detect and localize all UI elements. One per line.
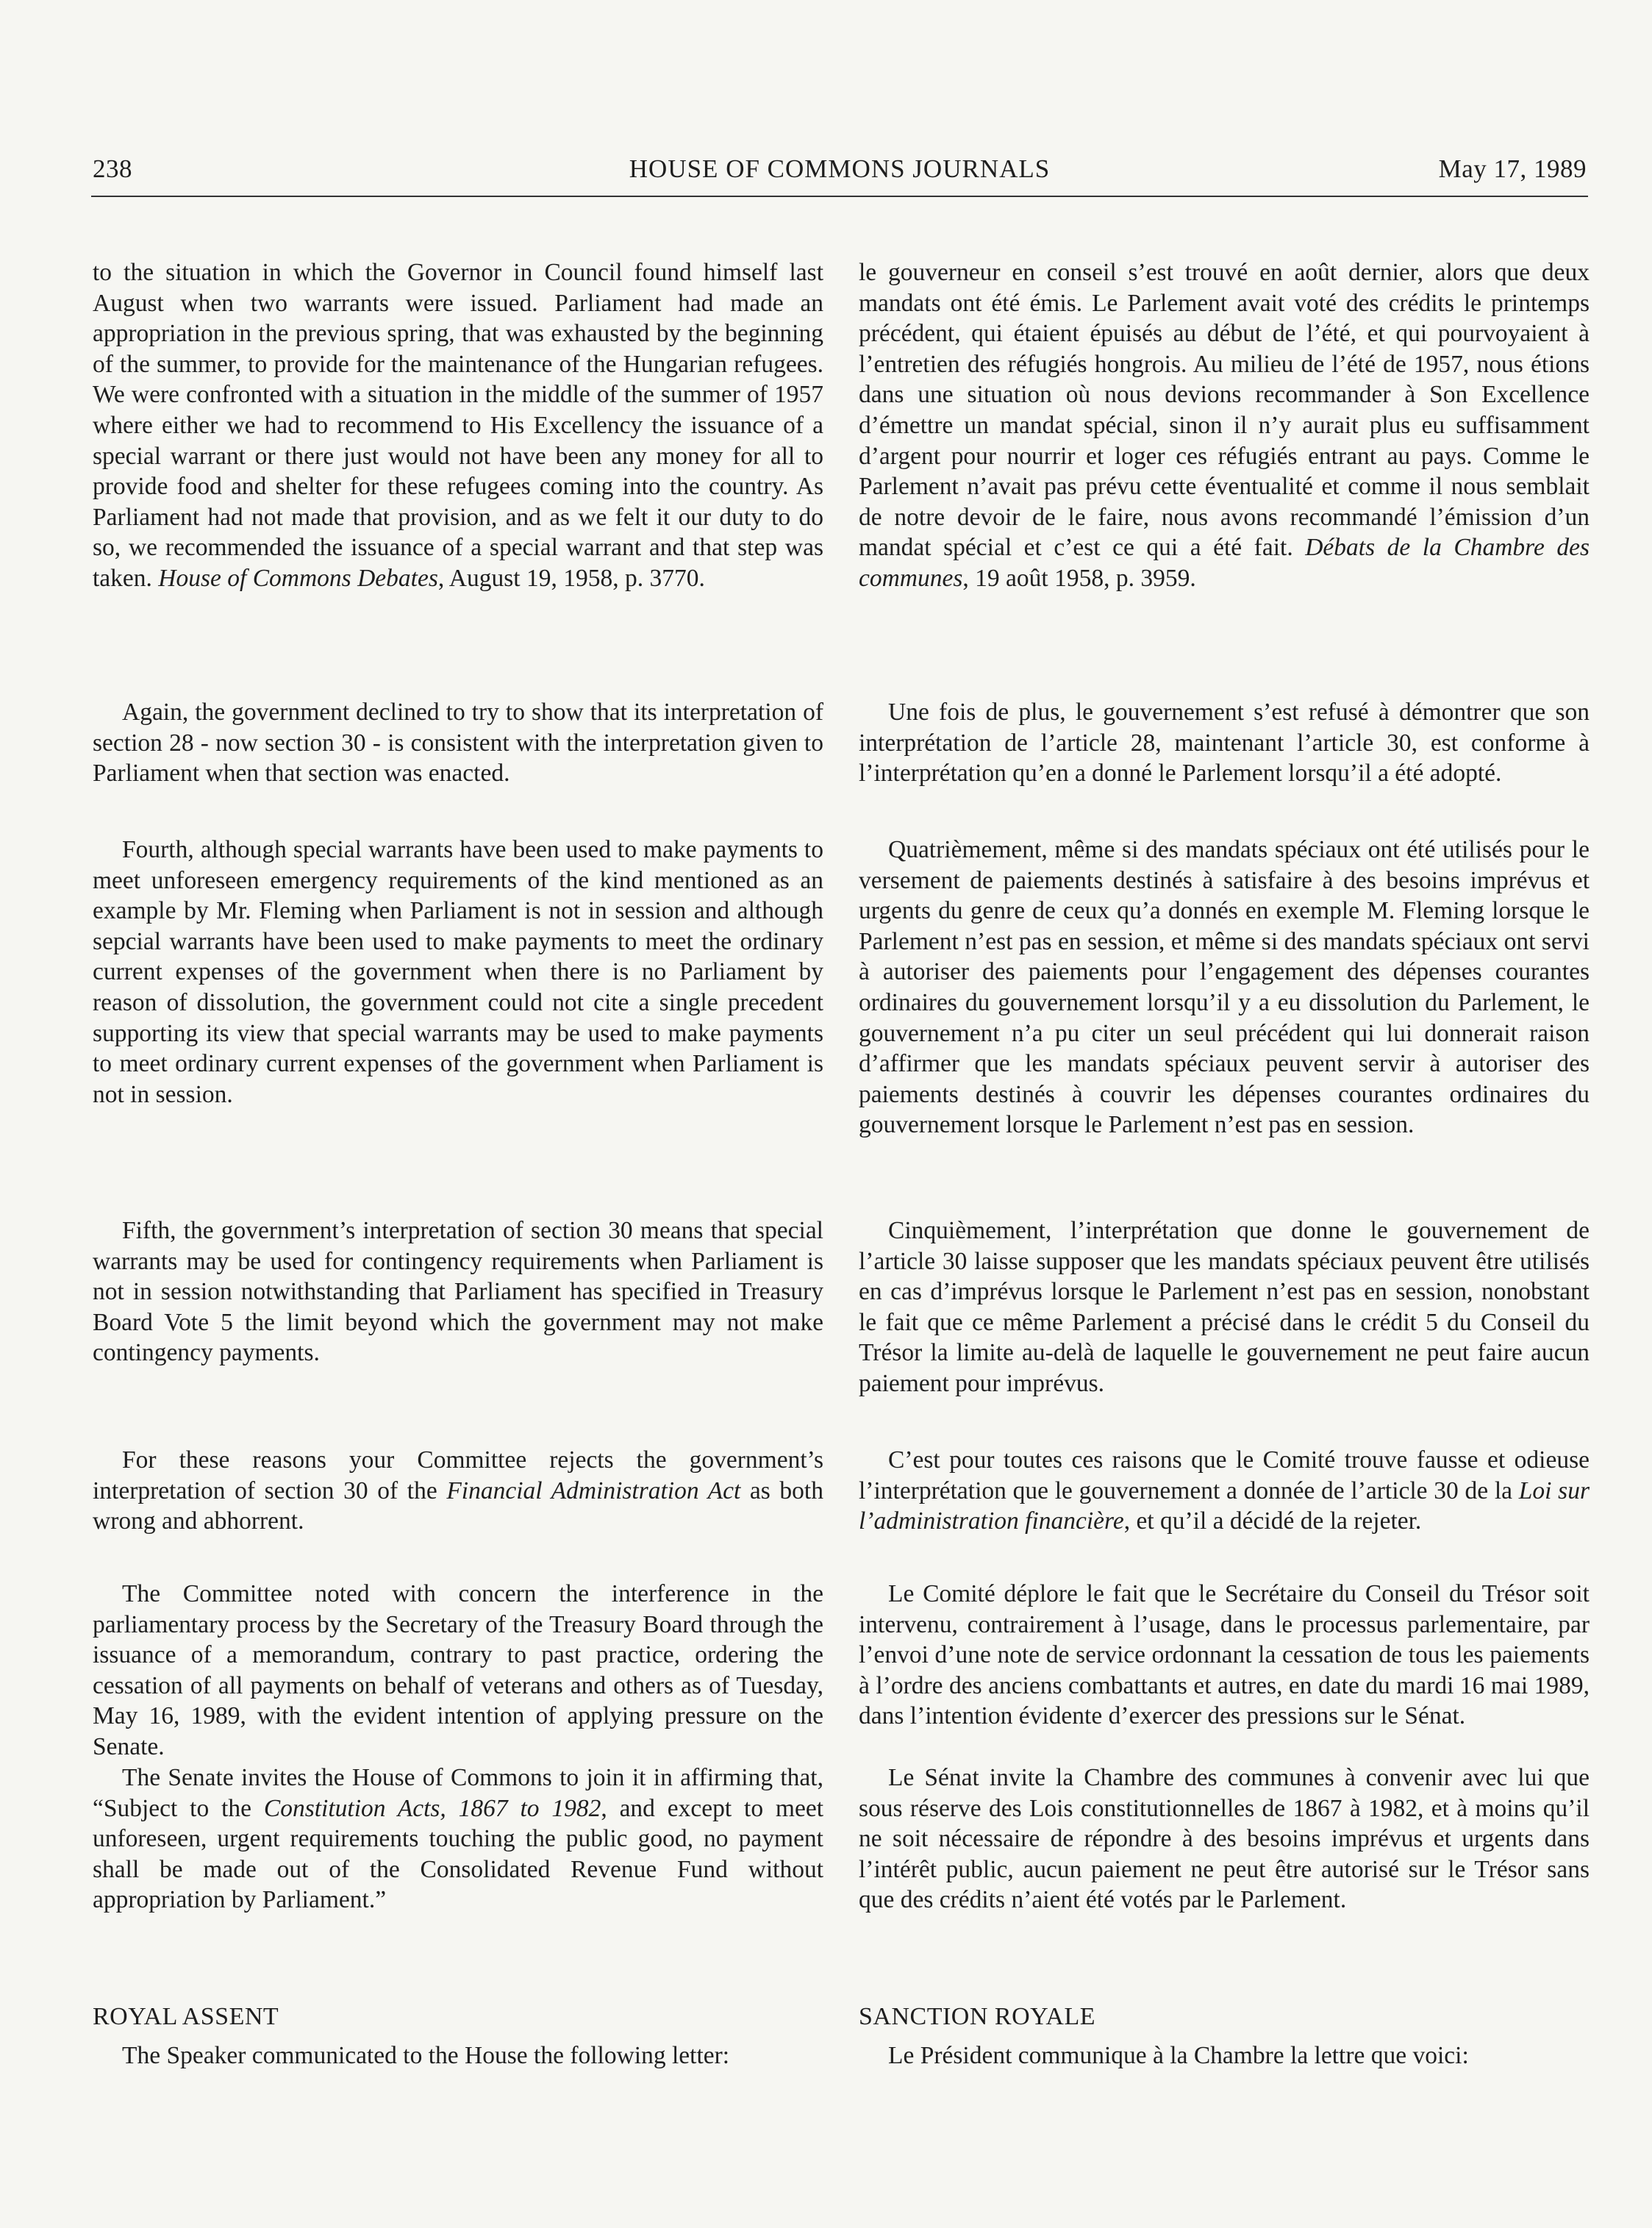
page-header: [91, 154, 1588, 197]
en-quote-paragraph: to the situation in which the Governor in Council found himself last August when two warrants were issued. Parliament had made an appropriation in the previous spring, that was exhausted by the beginning of the summer, to provide for the maintenance of the Hungarian refugees. We were confronted with a situation in the middle of the summer of 1957 where either we had to recommend to His Excellency the issuance of a special warrant or there just would not have been any money for all to provide food and shelter for these refugees coming into the country. As Parliament had not made that provision, and as we felt it our duty to do so, we recommended the issuance of a special warrant and that step was taken. House of Commons Debates, August 19, 1958, p. 3770.: [93, 259, 823, 592]
fr-paragraph-reasons: C’est pour toutes ces raisons que le Comité trouve fausse et odieuse l’interprétation que le gouvernement a donnée de l’article 30 de la Loi sur l’administration financière, et qu’il a décidé de la rejeter.: [859, 1446, 1590, 1535]
fr-paragraph-fourth: Quatrièmement, même si des mandats spéciaux ont été utilisés pour le versement de paiements destinés à satisfaire à des besoins imprévus et urgents du genre de ceux qu’a donnés en exemple M. Fleming lorsque le Parlement n’est pas en session, et même si des mandats spéciaux ont servi à autoriser des paiements pour l’engagement des dépenses courantes ordinaires du gouvernement lorsqu’il y a eu dissolution du Parlement, le gouvernement n’a pu citer un seul précédent qui lui donnerait raison d’affirmer que les mandats spéciaux peuvent servir à autoriser des paiements destinés à couvrir les dépenses courantes ordinaires du gouvernement lorsque le Parlement n’est pas en session.: [859, 836, 1590, 1139]
fr-quote-paragraph: le gouverneur en conseil s’est trouvé en août dernier, alors que deux mandats ont été émis. Le Parlement avait voté des crédits le printemps précédent, qui étaient épuisés au début de l’été, et qui pourvoyaient à l’entretien des réfugiés hongrois. Au milieu de l’été de 1957, nous étions dans une situation où nous devions recommander à Son Excellence d’émettre un mandat spécial, sinon il n’y aurait plus eu suffisamment d’argent pour nourrir et loger ces réfugiés entrant au pays. Comme le Parlement n’avait pas prévu cette éventualité et comme il nous semblait de notre devoir de le faire, nous avons recommandé l’émission d’un mandat spécial et c’est ce qui a été fait. Débats de la Chambre des communes, 19 août 1958, p. 3959.: [859, 259, 1590, 592]
fr-citation: Débats de la Chambre des communes: [859, 534, 1590, 592]
en-paragraph-fourth: Fourth, although special warrants have been used to make payments to meet unforeseen emergency requirements of the kind mentioned as an example by Mr. Fleming when Parliament is not in session and although sepcial warrants have been used to make payments to meet the ordinary current expenses of the government when there is no Parliament by reason of dissolution, the government could not cite a single precedent supporting its view that special warrants may be used to make payments to meet ordinary current expenses of the government when Parliament is not in session.: [93, 836, 823, 1108]
header-date: May 17, 1989: [1438, 154, 1587, 183]
en-paragraph-fifth: Fifth, the government’s interpretation of section 30 means that special warrants may be used for contingency requirements when Parliament is not in session notwithstanding that Parliament has specified in Treasury Board Vote 5 the limit beyond which the government may not make contingency payments.: [93, 1217, 823, 1367]
fr-paragraph-senate: Le Sénat invite la Chambre des communes à convenir avec lui que sous réserve des Lois constitutionnelles de 1867 à 1982, et à moins qu’il ne soit nécessaire de répondre à des besoins imprévus et urgents dans l’intérêt public, aucun paiement ne peut être autorisé sur le Trésor sans que des crédits n’aient été votés par le Parlement.: [859, 1764, 1590, 1914]
en-paragraph-again: Again, the government declined to try to show that its interpretation of section 28 - now section 30 - is consistent with the interpretation given to Parliament when that section was enacted.: [93, 699, 823, 788]
en-paragraph-committee: The Committee noted with concern the interference in the parliamentary process by the Secretary of the Treasury Board through the issuance of a memorandum, contrary to past practice, ordering the cessation of all payments on behalf of veterans and others as of Tuesday, May 16, 1989, with the evident intention of applying pressure on the Senate.: [93, 1580, 823, 1760]
fr-paragraph-fifth: Cinquièmement, l’interprétation que donne le gouvernement de l’article 30 laisse supposer que les mandats spéciaux peuvent être utilisés en cas d’imprévus lorsque le Parlement n’est pas en session, nonobstant le fait que ce même Parlement a précisé dans le crédit 5 du Conseil du Trésor la limite au-delà de laquelle le gouvernement ne peut faire aucun paiement pour imprévus.: [859, 1217, 1590, 1397]
en-section-heading: ROYAL ASSENT: [93, 2003, 279, 2030]
fr-paragraph-speaker: Le Président communique à la Chambre la lettre que voici:: [888, 2042, 1469, 2069]
journal-title: HOUSE OF COMMONS JOURNALS: [629, 154, 1051, 183]
en-citation: House of Commons Debates: [158, 564, 438, 592]
en-paragraph-reasons: For these reasons your Committee rejects the government’s interpretation of section 30 of the Financial Administration Act as both wrong and abhorrent.: [93, 1446, 823, 1535]
fr-paragraph-committee: Le Comité déplore le fait que le Secrétaire du Conseil du Trésor soit intervenu, contrairement à l’usage, dans le processus parlementaire, par l’envoi d’une note de service ordonnant la cessation de tous les paiements à l’ordre des anciens combattants et autres, en date du mardi 16 mai 1989, dans l’intention évidente d’exercer des pressions sur le Sénat.: [859, 1580, 1590, 1730]
page-number: 238: [93, 154, 132, 183]
en-paragraph-speaker: The Speaker communicated to the House the following letter:: [122, 2042, 730, 2069]
fr-paragraph-again: Une fois de plus, le gouvernement s’est refusé à démontrer que son interprétation de l’article 28, maintenant l’article 30, est conforme à l’interprétation qu’en a donné le Parlement lorsqu’il a été adopté.: [859, 699, 1590, 788]
en-paragraph-senate: The Senate invites the House of Commons to join it in affirming that, “Subject to the Constitution Acts, 1867 to 1982, and except to meet unforeseen, urgent requirements touching the public good, no payment shall be made out of the Consolidated Revenue Fund without appropriation by Parliament.”: [93, 1764, 824, 1914]
fr-section-heading: SANCTION ROYALE: [859, 2003, 1095, 2030]
